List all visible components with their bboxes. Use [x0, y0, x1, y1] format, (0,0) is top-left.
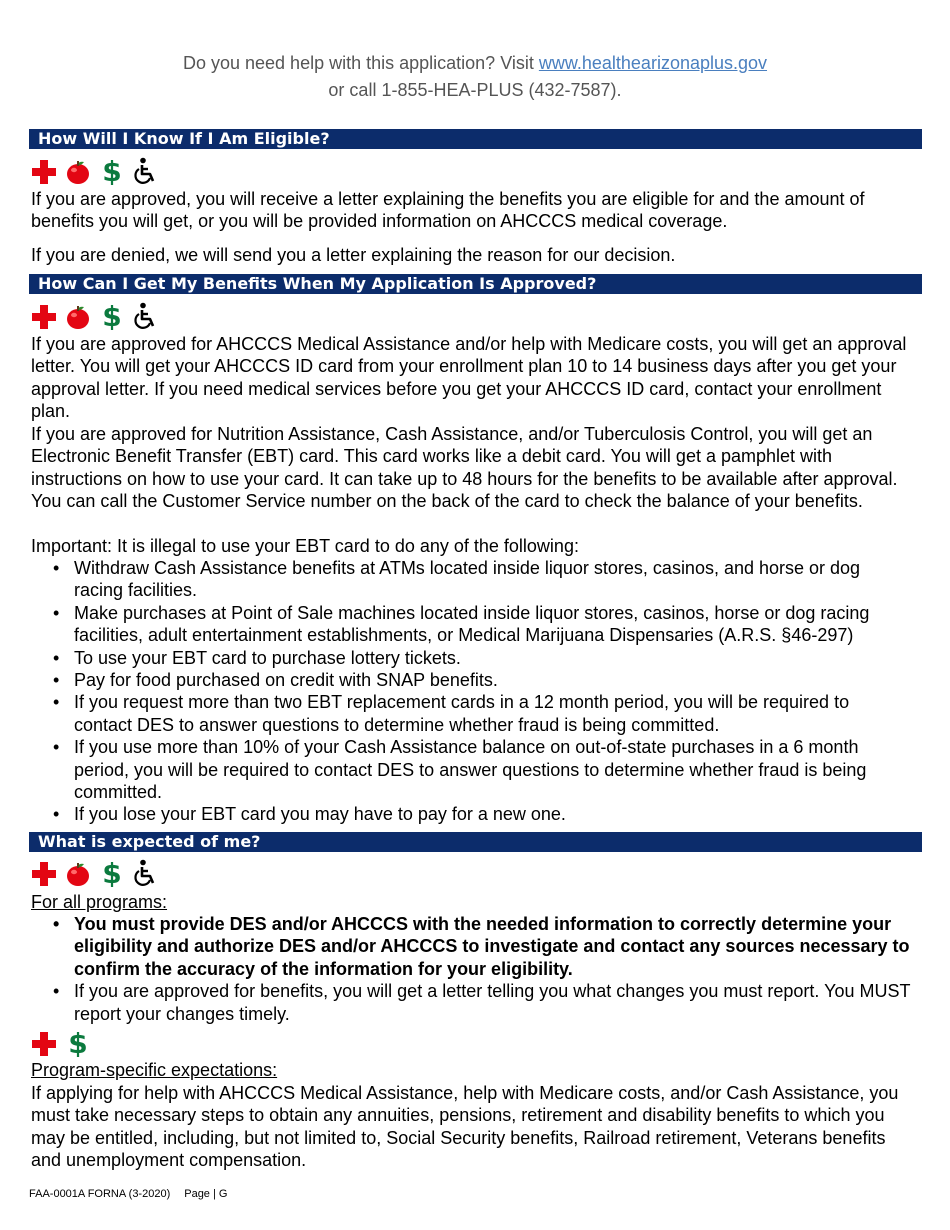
all-programs-list	[31, 913, 911, 1025]
svg-text:$: $	[102, 859, 122, 887]
eligible-paragraph-2: If you are denied, we will send you a letter explaining the reason for our decision.	[31, 245, 676, 265]
list-item: • To use your EBT card to purchase lottery tickets.	[31, 647, 911, 669]
list-item: • If you use more than 10% of your Cash Assistance balance on out-of-state purchases in a 6 month period, you will be required to contact DES to answer questions to determine whether fraud is being committed.	[31, 736, 911, 803]
dollar-icon	[99, 859, 125, 887]
medical-cross-icon	[31, 859, 57, 887]
list-item: • If you request more than two EBT replacement cards in a 12 month period, you will be required to contact DES to answer questions to determine whether fraud is being committed.	[31, 691, 911, 736]
wheelchair-icon	[133, 157, 159, 185]
benefits-paragraph-2: If you are approved for Nutrition Assistance, Cash Assistance, and/or Tuberculosis Control, you will get an Electronic Benefit Transfer (EBT) card. This card works like a debit card. You will get a pamphlet with instructions on how to use your card. It can take up to 48 hours for the benefits to be available after approval. You can call the Customer Service number on the back of the card to check the balance of your benefits.	[31, 424, 898, 512]
program-icons-row	[31, 156, 167, 186]
section-eligible-heading: How Will I Know If I Am Eligible?	[29, 129, 922, 149]
medical-cross-icon	[31, 302, 57, 330]
benefits-paragraph-1: If you are approved for AHCCCS Medical Assistance and/or help with Medicare costs, you will get an approval letter. You will get your AHCCCS ID card from your enrollment plan 10 to 14 business days after you get your approval letter. If you need medical services before you get your AHCCCS ID card, contact your enrollment plan.	[31, 334, 907, 422]
apple-icon	[65, 859, 91, 887]
svg-text:$: $	[102, 302, 122, 330]
svg-text:$: $	[68, 1029, 88, 1057]
help-website-link[interactable]: www.healthearizonaplus.gov	[538, 53, 768, 73]
medical-cross-icon	[31, 157, 57, 185]
list-item: • Withdraw Cash Assistance benefits at ATMs located inside liquor stores, casinos, and horse or dog racing facilities.	[31, 557, 911, 602]
apple-icon	[65, 157, 91, 185]
page-footer	[29, 1188, 241, 1200]
dollar-icon	[99, 157, 125, 185]
benefits-important: Important: It is illegal to use your EBT card to do any of the following:	[31, 536, 579, 556]
dollar-icon	[99, 302, 125, 330]
list-item: • If you are approved for benefits, you will get a letter telling you what changes you must report. You MUST report your changes timely.	[31, 980, 911, 1025]
all-programs-label: For all programs:	[31, 892, 168, 912]
section-expectations-heading: What is expected of me?	[29, 832, 922, 852]
apple-icon	[65, 302, 91, 330]
dollar-icon	[65, 1029, 91, 1057]
list-item: • If you lose your EBT card you may have to pay for a new one.	[31, 803, 911, 825]
list-item: • Make purchases at Point of Sale machines located inside liquor stores, casinos, horse or dog racing facilities, adult entertainment establishments, or Medical Marijuana Dispensaries (A.R.S. §46-297)	[31, 602, 911, 647]
help-phone-line: or call 1-855-HEA-PLUS (432-7587).	[328, 80, 622, 100]
list-item: • Pay for food purchased on credit with SNAP benefits.	[31, 669, 911, 691]
wheelchair-icon	[133, 302, 159, 330]
ebt-rules-list	[31, 557, 911, 826]
program-icons-row	[31, 858, 167, 888]
section-benefits-heading: How Can I Get My Benefits When My Application Is Approved?	[29, 274, 922, 294]
page-number: Page | G	[184, 1188, 228, 1200]
help-line-1	[0, 50, 950, 77]
program-icons-row	[31, 301, 167, 331]
program-specific-label: Program-specific expectations:	[31, 1060, 278, 1080]
eligible-paragraph-1: If you are approved, you will receive a letter explaining the benefits you are eligible for and the amount of benefits you will get, or you will be provided information on AHCCCS medical coverage.	[31, 189, 865, 232]
program-icons-row-partial	[31, 1028, 99, 1058]
wheelchair-icon	[133, 859, 159, 887]
program-specific-paragraph: If applying for help with AHCCCS Medical Assistance, help with Medicare costs, and/or Cash Assistance, you must take necessary steps to obtain any annuities, pensions, retirement and disability benefits to which you may be entitled, including, but not limited to, Social Security benefits, Railroad retirement, Veterans benefits and unemployment compensation.	[31, 1083, 899, 1171]
list-item: • You must provide DES and/or AHCCCS with the needed information to correctly determine your eligibility and authorize DES and/or AHCCCS to investigate and contact any sources necessary to confirm the accuracy of the information for your eligibility.	[31, 913, 911, 980]
svg-text:$: $	[102, 157, 122, 185]
form-number: FAA-0001A FORNA (3-2020)	[29, 1188, 171, 1200]
medical-cross-icon	[31, 1029, 57, 1057]
help-prefix: Do you need help with this application? Visit	[182, 53, 539, 73]
